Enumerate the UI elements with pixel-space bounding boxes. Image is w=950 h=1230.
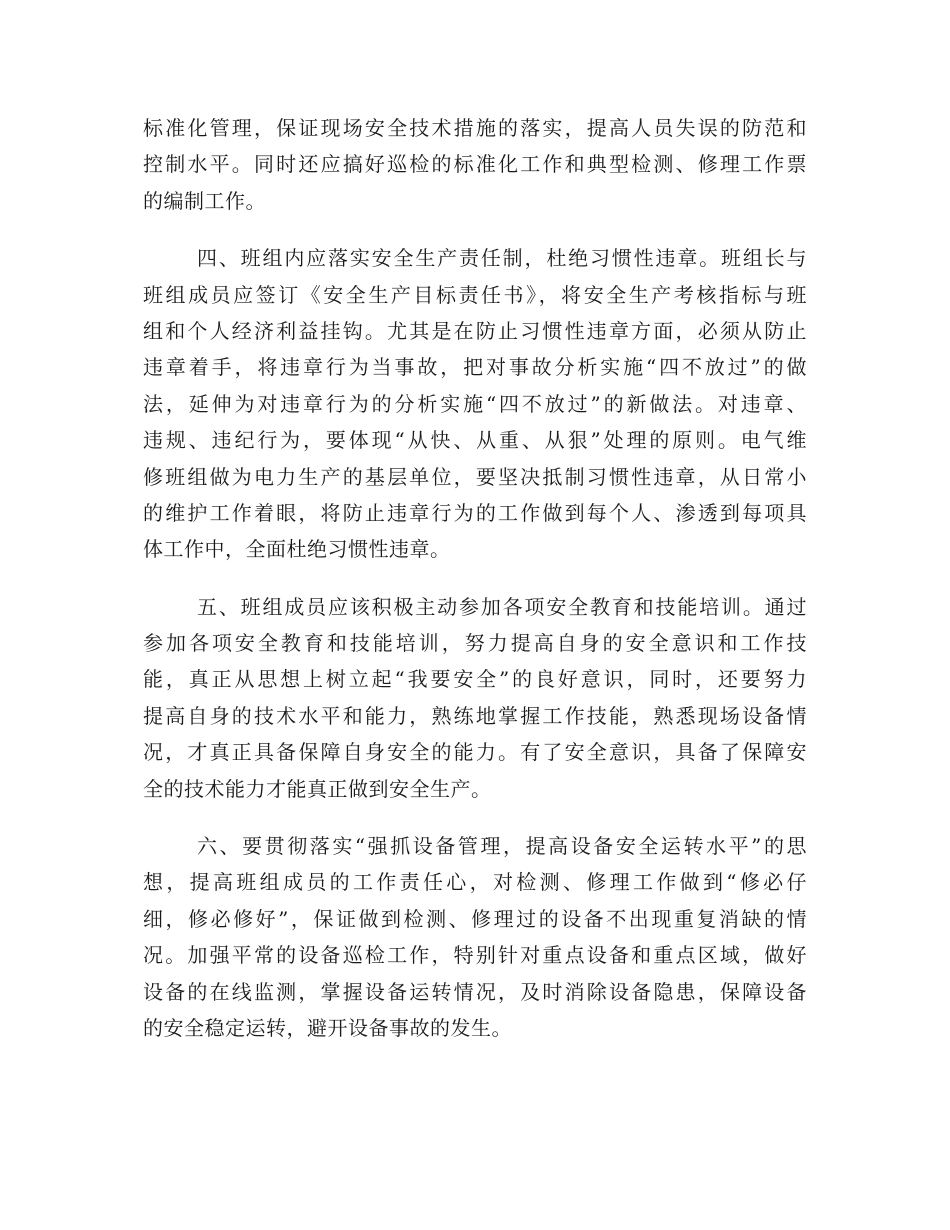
paragraph-section-4 bbox=[143, 240, 807, 568]
text-line: 班组成员应签订《安全生产目标责任书》，将安全生产考核指标与班 bbox=[143, 282, 807, 307]
text-line: 细，修必修好”，保证做到检测、修理过的设备不出现重复消缺的情 bbox=[143, 906, 807, 931]
text-line: 况，才真正具备保障自身安全的能力。有了安全意识，具备了保障安 bbox=[143, 740, 807, 765]
text-line: 违规、违纪行为，要体现“从快、从重、从狠”处理的原则。电气维 bbox=[143, 428, 807, 453]
text-line: 的安全稳定运转，避开设备事故的发生。 bbox=[143, 1015, 512, 1040]
paragraph-continuation bbox=[143, 110, 807, 219]
text-line: 四、班组内应落实安全生产责任制，杜绝习惯性违章。班组长与 bbox=[197, 246, 807, 271]
paragraph-section-5 bbox=[143, 589, 807, 807]
text-line: 违章着手，将违章行为当事故，把对事故分析实施“四不放过”的做 bbox=[143, 355, 807, 380]
text-line: 组和个人经济利益挂钩。尤其是在防止习惯性违章方面，必须从防止 bbox=[143, 318, 807, 343]
paragraph-section-6 bbox=[143, 828, 807, 1046]
text-line: 法，延伸为对违章行为的分析实施“四不放过”的新做法。对违章、 bbox=[143, 391, 807, 416]
text-line: 参加各项安全教育和技能培训，努力提高自身的安全意识和工作技 bbox=[143, 631, 807, 656]
text-line: 修班组做为电力生产的基层单位，要坚决抵制习惯性违章，从日常小 bbox=[143, 464, 807, 489]
text-line: 提高自身的技术水平和能力，熟练地掌握工作技能，熟悉现场设备情 bbox=[143, 703, 807, 728]
document-body bbox=[143, 110, 807, 1067]
text-line: 控制水平。同时还应搞好巡检的标准化工作和典型检测、修理工作票 bbox=[143, 152, 807, 177]
text-line: 体工作中，全面杜绝习惯性违章。 bbox=[143, 537, 451, 562]
text-line: 五、班组成员应该积极主动参加各项安全教育和技能培训。通过 bbox=[197, 594, 807, 619]
text-line: 况。加强平常的设备巡检工作，特别针对重点设备和重点区域，做好 bbox=[143, 943, 807, 968]
text-line: 设备的在线监测，掌握设备运转情况，及时消除设备隐患，保障设备 bbox=[143, 979, 807, 1004]
text-line: 的维护工作着眼，将防止违章行为的工作做到每个人、渗透到每项具 bbox=[143, 500, 807, 525]
text-line: 标准化管理，保证现场安全技术措施的落实，提高人员失误的防范和 bbox=[143, 116, 807, 140]
text-line: 的编制工作。 bbox=[143, 188, 266, 213]
text-line: 能，真正从思想上树立起“我要安全”的良好意识，同时，还要努力 bbox=[143, 667, 807, 692]
text-line: 全的技术能力才能真正做到安全生产。 bbox=[143, 776, 492, 801]
text-line: 想，提高班组成员的工作责任心，对检测、修理工作做到“修必仔 bbox=[143, 870, 807, 895]
text-line: 六、要贯彻落实“强抓设备管理，提高设备安全运转水平”的思 bbox=[197, 834, 807, 859]
